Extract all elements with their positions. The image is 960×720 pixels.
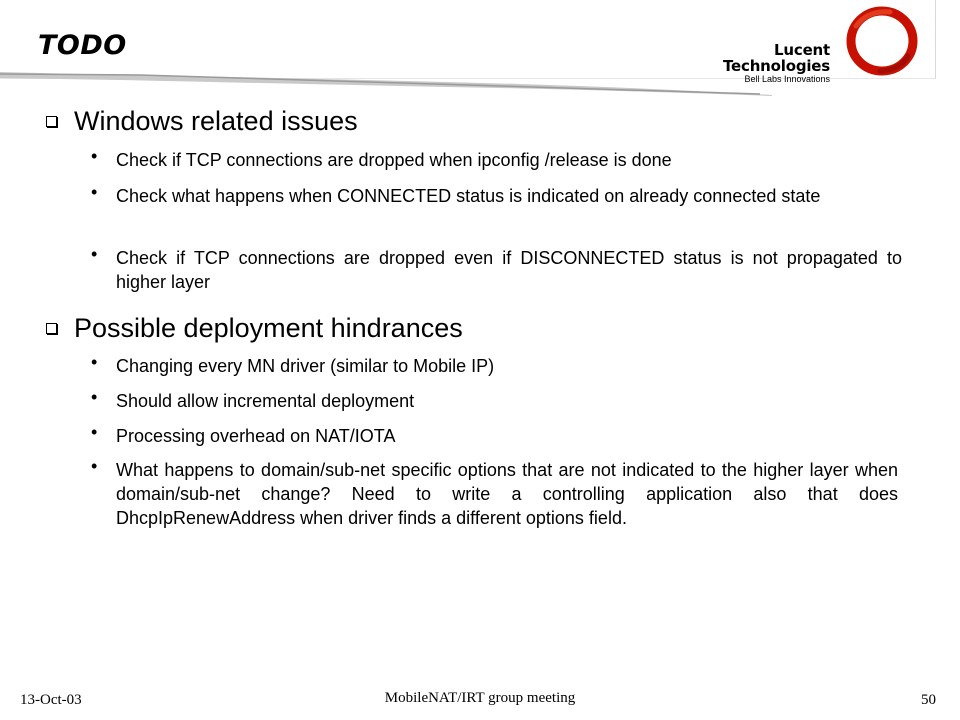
bullet-dot-icon: •	[91, 182, 98, 202]
section-heading-windows	[46, 106, 358, 136]
list-item: Should allow incremental deployment	[116, 391, 415, 411]
list-item: Check if TCP connections are dropped even if DISCONNECTED status is not propagated to higher layer	[116, 248, 902, 292]
section-heading-text: Windows related issues	[74, 106, 358, 136]
list-item: Changing every MN driver (similar to Mobile IP)	[116, 356, 495, 376]
bullet-dot-icon: •	[91, 146, 98, 166]
list-item: Check what happens when CONNECTED status is indicated on already connected state	[116, 186, 821, 206]
list-item: What happens to domain/sub-net specific options that are not indicated to the higher layer when domain/sub-net change? Need to write a controlling application also that does DhcpIpRenewAddress when driver finds a different options field.	[116, 460, 898, 528]
checkbox-bullet-icon	[46, 323, 57, 334]
bullet-dot-icon: •	[91, 422, 98, 442]
section-heading-text: Possible deployment hindrances	[74, 313, 463, 343]
bullet-dot-icon: •	[91, 352, 98, 372]
checkbox-bullet-icon	[46, 116, 57, 127]
footer-date: 13-Oct-03	[20, 692, 82, 708]
bullet-dot-icon: •	[91, 244, 98, 264]
list-item: Check if TCP connections are dropped when ipconfig /release is done	[116, 150, 672, 170]
bullet-dot-icon: •	[91, 456, 98, 476]
slide-title: TODO	[38, 30, 127, 61]
footer-meeting-name: MobileNAT/IRT group meeting	[384, 690, 576, 706]
page-number: 50	[921, 692, 936, 708]
list-item: Processing overhead on NAT/IOTA	[116, 426, 396, 446]
logo-tagline: Bell Labs Innovations	[744, 74, 830, 84]
logo-name: Lucent Technologies	[723, 41, 830, 75]
section-heading-deployment	[46, 313, 463, 343]
bullet-dot-icon: •	[91, 387, 98, 407]
